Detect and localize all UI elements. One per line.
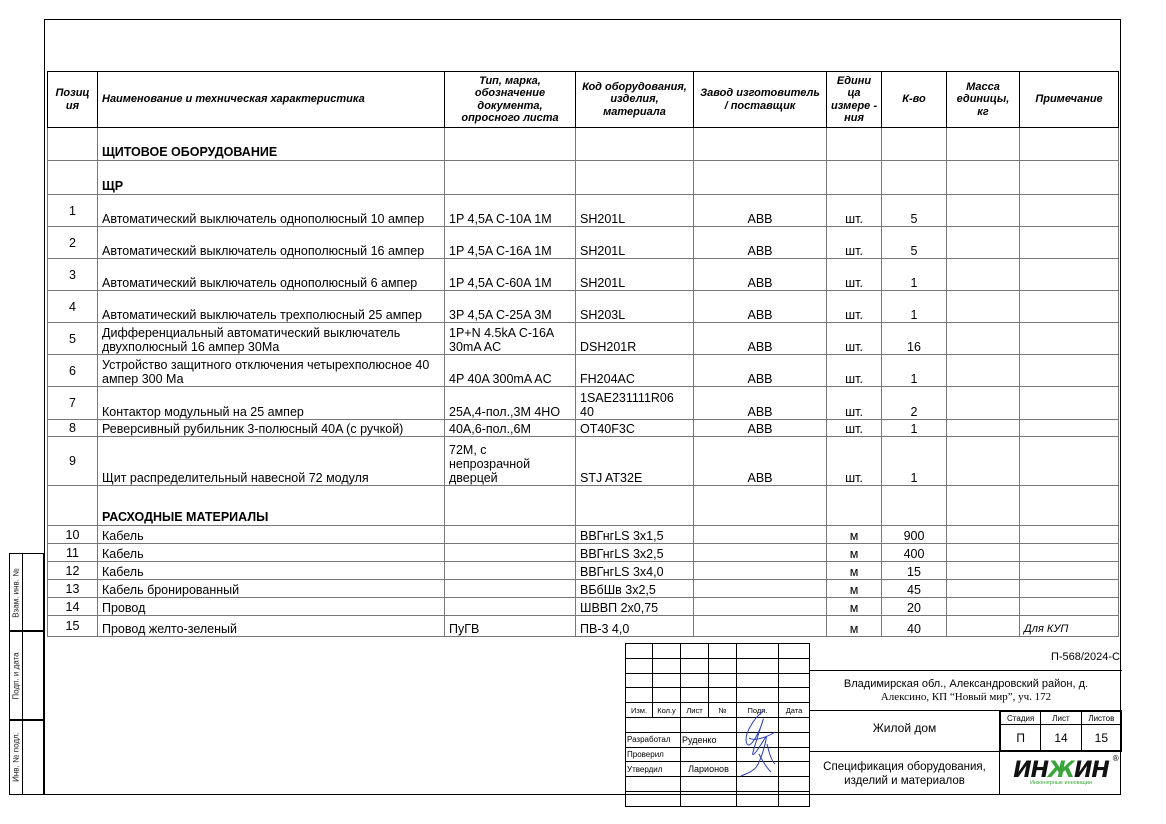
cell-position: 4 <box>48 291 98 323</box>
cell-unit: м <box>827 598 882 616</box>
header-note: Примечание <box>1020 72 1119 128</box>
cell-vendor <box>694 562 827 580</box>
revision-labels-row <box>626 703 810 718</box>
table-row <box>48 598 1119 616</box>
cell-unit: м <box>827 616 882 637</box>
cell-vendor: ABB <box>694 291 827 323</box>
cell-note <box>1020 259 1119 291</box>
cell-note <box>1020 562 1119 580</box>
cell-name: Провод <box>98 598 445 616</box>
cell-unit: шт. <box>827 437 882 486</box>
registered-icon: ® <box>1111 754 1119 763</box>
table-row <box>48 616 1119 637</box>
cell-code: ВБбШв 3х2,5 <box>576 580 694 598</box>
header-vendor: Завод изготовитель / поставщик <box>694 72 827 128</box>
cell-code: ВВГнгLS 3х4,0 <box>576 562 694 580</box>
role-row <box>626 732 810 747</box>
cell-note <box>1020 420 1119 437</box>
cell-name: Кабель <box>98 526 445 544</box>
cell-unit: м <box>827 526 882 544</box>
sheets-label: Листов <box>1081 712 1121 725</box>
logo-tagline: Инженерные инновации <box>1030 780 1092 786</box>
table-row <box>48 526 1119 544</box>
table-row <box>48 291 1119 323</box>
address-line-1: Владимирская обл., Александровский район, д. <box>843 678 1089 690</box>
cell-position: 8 <box>48 420 98 437</box>
cell-unit: м <box>827 580 882 598</box>
role-person: Ларионов <box>681 762 737 777</box>
cell-vendor: ABB <box>694 355 827 387</box>
label-signature: Подп. <box>737 703 779 718</box>
logo-wordmark: ИНЖИН ® <box>1013 754 1119 783</box>
cell-type: ПуГВ <box>445 616 576 637</box>
cell-qty: 15 <box>882 562 947 580</box>
cell-code: SH203L <box>576 291 694 323</box>
cell-note <box>1020 580 1119 598</box>
label-number: № <box>709 703 737 718</box>
cell-note <box>1020 291 1119 323</box>
cell-qty: 5 <box>882 227 947 259</box>
header-name: Наименование и техническая характеристика <box>98 72 445 128</box>
cell-code: OT40F3C <box>576 420 694 437</box>
title-line-2: изделий и материалов <box>844 775 965 787</box>
cell-type: 1P 4,5A C-16A 1M <box>445 227 576 259</box>
table-row <box>48 544 1119 562</box>
cell-qty: 45 <box>882 580 947 598</box>
side-label: Инв. № подл. <box>11 732 21 782</box>
section-row <box>48 486 1119 526</box>
cell-code: SH201L <box>576 227 694 259</box>
cell-position: 11 <box>48 544 98 562</box>
cell-vendor: ABB <box>694 437 827 486</box>
role-label: Проверил <box>626 747 681 762</box>
address-line-2: Алексино, КП “Новый мир”, уч. 172 <box>880 691 1052 703</box>
header-position: Позиц ия <box>48 72 98 128</box>
cell-type: 40A,6-пол.,6M <box>445 420 576 437</box>
cell-position: 3 <box>48 259 98 291</box>
cell-mass <box>947 420 1020 437</box>
cell-name: Автоматический выключатель однополюсный 6 ампер <box>98 259 445 291</box>
cell-name: Контактор модульный на 25 ампер <box>98 387 445 420</box>
cell-type: 25A,4-пол.,3M 4НО <box>445 387 576 420</box>
cell-mass <box>947 562 1020 580</box>
cell-position: 15 <box>48 616 98 637</box>
cell-code: ШВВП 2х0,75 <box>576 598 694 616</box>
cell-unit: шт. <box>827 323 882 355</box>
cell-name: Реверсивный рубильник 3-полюсный 40A (с ручкой) <box>98 420 445 437</box>
cell-unit: шт. <box>827 291 882 323</box>
cell-position: 1 <box>48 195 98 227</box>
cell-note: Для КУП <box>1020 616 1119 637</box>
cell-mass <box>947 437 1020 486</box>
section-title: ЩИТОВОЕ ОБОРУДОВАНИЕ <box>98 128 445 161</box>
cell-note <box>1020 355 1119 387</box>
cell-code: ВВГнгLS 3х1,5 <box>576 526 694 544</box>
cell-code: SH201L <box>576 259 694 291</box>
role-label: Разработал <box>626 732 681 747</box>
cell-code: DSH201R <box>576 323 694 355</box>
title-block-main <box>809 643 1121 795</box>
cell-type <box>445 580 576 598</box>
cell-position: 10 <box>48 526 98 544</box>
stage-value: П <box>1001 725 1041 751</box>
cell-qty: 1 <box>882 259 947 291</box>
cell-name: Автоматический выключатель однополюсный 10 ампер <box>98 195 445 227</box>
label-date: Дата <box>779 703 810 718</box>
label-change: Изм. <box>626 703 653 718</box>
cell-qty: 1 <box>882 291 947 323</box>
cell-name: Автоматический выключатель трехполюсный 25 ампер <box>98 291 445 323</box>
cell-position: 12 <box>48 562 98 580</box>
table-row <box>48 387 1119 420</box>
cell-qty: 2 <box>882 387 947 420</box>
cell-qty: 16 <box>882 323 947 355</box>
cell-qty: 900 <box>882 526 947 544</box>
cell-qty: 1 <box>882 355 947 387</box>
cell-unit: м <box>827 544 882 562</box>
table-header-row <box>48 72 1119 128</box>
cell-note <box>1020 387 1119 420</box>
cell-type <box>445 544 576 562</box>
cell-name: Кабель <box>98 562 445 580</box>
cell-vendor <box>694 616 827 637</box>
cell-code: FH204AC <box>576 355 694 387</box>
sheet-label: Лист <box>1041 712 1081 725</box>
cell-unit: шт. <box>827 227 882 259</box>
label-sheet: Лист <box>681 703 709 718</box>
cell-vendor <box>694 544 827 562</box>
cell-note <box>1020 227 1119 259</box>
cell-note <box>1020 526 1119 544</box>
cell-name: Автоматический выключатель однополюсный 16 ампер <box>98 227 445 259</box>
cell-type: 1P 4,5A C-60A 1M <box>445 259 576 291</box>
side-label: Взам. инв. № <box>11 567 21 618</box>
table-row <box>48 562 1119 580</box>
cell-unit: м <box>827 562 882 580</box>
cell-qty: 5 <box>882 195 947 227</box>
cell-position: 7 <box>48 387 98 420</box>
cell-type: 4P 40A 300mA AC <box>445 355 576 387</box>
cell-position: 2 <box>48 227 98 259</box>
cell-type: 3P 4,5A C-25A 3M <box>445 291 576 323</box>
cell-type: 1P+N 4.5kA C-16A 30mA AC <box>445 323 576 355</box>
cell-vendor: ABB <box>694 259 827 291</box>
cell-vendor <box>694 598 827 616</box>
cell-type: 72M, с непрозрачной дверцей <box>445 437 576 486</box>
table-row <box>48 437 1119 486</box>
side-cell-replacement-inv <box>9 553 44 632</box>
cell-name: Провод желто-зеленый <box>98 616 445 637</box>
table-row <box>48 420 1119 437</box>
header-type: Тип, марка, обозначение документа, опросного листа <box>445 72 576 128</box>
section-title: РАСХОДНЫЕ МАТЕРИАЛЫ <box>98 486 445 526</box>
cell-type <box>445 526 576 544</box>
cell-mass <box>947 387 1020 420</box>
cell-vendor: ABB <box>694 323 827 355</box>
header-mass: Масса единицы, кг <box>947 72 1020 128</box>
cell-mass <box>947 580 1020 598</box>
header-unit: Едини ца измере - ния <box>827 72 882 128</box>
section-row <box>48 128 1119 161</box>
cell-name: Устройство защитного отключения четырехполюсное 40 ампер 300 Ма <box>98 355 445 387</box>
sheet-value: 14 <box>1041 725 1081 751</box>
cell-unit: шт. <box>827 259 882 291</box>
cell-name: Кабель бронированный <box>98 580 445 598</box>
cell-vendor <box>694 526 827 544</box>
cell-vendor: ABB <box>694 387 827 420</box>
cell-mass <box>947 598 1020 616</box>
cell-code: ВВГнгLS 3х2,5 <box>576 544 694 562</box>
cell-position: 9 <box>48 437 98 486</box>
title-line-1: Спецификация оборудования, <box>823 761 986 773</box>
header-qty: К-во <box>882 72 947 128</box>
cell-note <box>1020 323 1119 355</box>
cell-qty: 1 <box>882 420 947 437</box>
specification-table <box>47 71 1119 637</box>
cell-vendor: ABB <box>694 227 827 259</box>
cell-type: 1P 4,5A C-10A 1M <box>445 195 576 227</box>
cell-vendor: ABB <box>694 195 827 227</box>
cell-vendor <box>694 580 827 598</box>
cell-mass <box>947 526 1020 544</box>
project-address <box>810 671 1122 711</box>
cell-unit: шт. <box>827 420 882 437</box>
cell-vendor: ABB <box>694 420 827 437</box>
cell-position: 6 <box>48 355 98 387</box>
subsection-row <box>48 161 1119 195</box>
cell-note <box>1020 598 1119 616</box>
table-row <box>48 323 1119 355</box>
cell-note <box>1020 437 1119 486</box>
title-block <box>625 643 1121 795</box>
cell-code: STJ AT32E <box>576 437 694 486</box>
company-logo <box>999 752 1122 795</box>
role-person: Руденко <box>681 732 737 747</box>
table-row <box>48 195 1119 227</box>
role-person <box>681 747 737 762</box>
side-cell-sign-date <box>9 630 44 721</box>
cell-mass <box>947 291 1020 323</box>
label-count: Кол.у <box>653 703 681 718</box>
cell-mass <box>947 544 1020 562</box>
document-title <box>810 752 999 795</box>
subsection-title: ЩР <box>98 161 445 195</box>
document-code: П-568/2024-С <box>810 643 1122 671</box>
cell-mass <box>947 195 1020 227</box>
cell-note <box>1020 544 1119 562</box>
cell-unit: шт. <box>827 355 882 387</box>
cell-mass <box>947 259 1020 291</box>
cell-type <box>445 598 576 616</box>
side-strip <box>9 553 44 795</box>
cell-mass <box>947 616 1020 637</box>
stage-sheet-box <box>999 711 1122 752</box>
role-row <box>626 762 810 777</box>
role-row <box>626 747 810 762</box>
cell-type <box>445 562 576 580</box>
cell-mass <box>947 227 1020 259</box>
cell-unit: шт. <box>827 387 882 420</box>
side-cell-original-inv <box>9 719 44 795</box>
sheets-value: 15 <box>1081 725 1121 751</box>
cell-mass <box>947 355 1020 387</box>
cell-qty: 400 <box>882 544 947 562</box>
object-name: Жилой дом <box>810 711 999 752</box>
cell-position: 13 <box>48 580 98 598</box>
revision-grid <box>625 643 810 807</box>
table-row <box>48 259 1119 291</box>
header-code: Код оборудования, изделия, материала <box>576 72 694 128</box>
cell-note <box>1020 195 1119 227</box>
table-row <box>48 580 1119 598</box>
signature-icon <box>735 708 780 778</box>
cell-name: Щит распределительный навесной 72 модуля <box>98 437 445 486</box>
cell-name: Кабель <box>98 544 445 562</box>
cell-name: Дифференциальный автоматический выключатель двухполюсный 16 ампер 30Ма <box>98 323 445 355</box>
cell-qty: 40 <box>882 616 947 637</box>
side-label: Подп. и дата <box>11 651 21 700</box>
cell-mass <box>947 323 1020 355</box>
table-row <box>48 355 1119 387</box>
table-row <box>48 227 1119 259</box>
cell-qty: 20 <box>882 598 947 616</box>
cell-qty: 1 <box>882 437 947 486</box>
cell-unit: шт. <box>827 195 882 227</box>
cell-code: 1SAE231111R06 40 <box>576 387 694 420</box>
cell-code: ПВ-3 4,0 <box>576 616 694 637</box>
cell-position: 5 <box>48 323 98 355</box>
role-label: Утвердил <box>626 762 681 777</box>
cell-position: 14 <box>48 598 98 616</box>
cell-code: SH201L <box>576 195 694 227</box>
stage-label: Стадия <box>1001 712 1041 725</box>
